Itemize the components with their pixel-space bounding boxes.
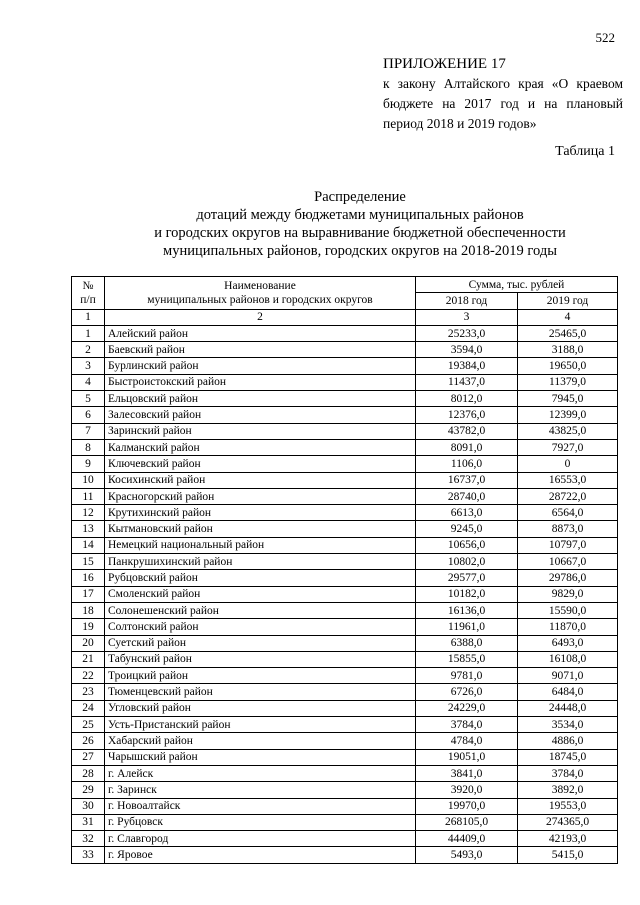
row-number: 28 [72,765,105,781]
row-value-2019: 10797,0 [518,537,618,553]
row-value-2019: 29786,0 [518,570,618,586]
row-name: Калманский район [105,439,416,455]
row-value-2018: 10656,0 [416,537,518,553]
row-value-2019: 9829,0 [518,586,618,602]
row-value-2018: 12376,0 [416,407,518,423]
row-number: 30 [72,798,105,814]
table-row [72,456,618,472]
table-row [72,814,618,830]
row-value-2018: 1106,0 [416,456,518,472]
row-number: 18 [72,602,105,618]
subsidy-table [71,276,618,864]
row-value-2019: 18745,0 [518,749,618,765]
row-name: Солонешенский район [105,602,416,618]
row-number: 25 [72,717,105,733]
table-row [72,325,618,341]
title-line: дотаций между бюджетами муниципальных районов [196,207,524,223]
row-value-2018: 8012,0 [416,391,518,407]
row-value-2018: 3920,0 [416,782,518,798]
header-name [105,277,416,310]
title-line: муниципальных районов, городских округов на 2018-2019 годы [163,243,557,259]
header-year-2018: 2018 год [416,293,518,309]
row-value-2019: 6564,0 [518,505,618,521]
header-year-2019: 2019 год [518,293,618,309]
header-name-line2: муниципальных районов и городских округов [147,293,373,306]
table-row [72,586,618,602]
row-value-2018: 16136,0 [416,602,518,618]
row-number: 21 [72,651,105,667]
appendix-heading: ПРИЛОЖЕНИЕ 17 [383,56,506,72]
row-value-2019: 6484,0 [518,684,618,700]
table-row [72,472,618,488]
table-row [72,358,618,374]
row-value-2019: 3534,0 [518,717,618,733]
row-number: 7 [72,423,105,439]
row-number: 8 [72,439,105,455]
row-number: 19 [72,619,105,635]
row-name: Панкрушихинский район [105,554,416,570]
row-value-2018: 24229,0 [416,700,518,716]
row-value-2019: 28722,0 [518,488,618,504]
table-row [72,782,618,798]
row-value-2018: 11961,0 [416,619,518,635]
table-row [72,847,618,863]
row-name: Заринский район [105,423,416,439]
row-name: Бурлинский район [105,358,416,374]
row-value-2018: 29577,0 [416,570,518,586]
row-name: г. Алейск [105,765,416,781]
row-value-2018: 19051,0 [416,749,518,765]
table-row [72,537,618,553]
row-value-2019: 12399,0 [518,407,618,423]
row-value-2018: 19970,0 [416,798,518,814]
row-value-2019: 16553,0 [518,472,618,488]
row-name: Табунский район [105,651,416,667]
row-value-2019: 11870,0 [518,619,618,635]
row-number: 12 [72,505,105,521]
row-name: Рубцовский район [105,570,416,586]
table-row [72,602,618,618]
row-value-2018: 6726,0 [416,684,518,700]
row-number: 14 [72,537,105,553]
row-name: Суетский район [105,635,416,651]
row-value-2018: 19384,0 [416,358,518,374]
row-name: Красногорский район [105,488,416,504]
table-row [72,407,618,423]
row-value-2018: 44409,0 [416,831,518,847]
header-number-line2: п/п [80,293,96,306]
table-row [72,651,618,667]
row-value-2019: 25465,0 [518,325,618,341]
table-row [72,391,618,407]
row-value-2019: 42193,0 [518,831,618,847]
table-label: Таблица 1 [555,144,615,159]
row-value-2018: 8091,0 [416,439,518,455]
row-name: Косихинский район [105,472,416,488]
row-value-2018: 16737,0 [416,472,518,488]
row-value-2018: 268105,0 [416,814,518,830]
row-name: Тюменцевский район [105,684,416,700]
column-number-2: 2 [105,309,416,325]
document-title [95,188,625,260]
table-row [72,668,618,684]
row-value-2019: 4886,0 [518,733,618,749]
row-number: 13 [72,521,105,537]
row-number: 16 [72,570,105,586]
row-value-2018: 5493,0 [416,847,518,863]
row-name: Крутихинский район [105,505,416,521]
title-line: Распределение [314,189,406,205]
row-number: 10 [72,472,105,488]
row-value-2019: 43825,0 [518,423,618,439]
row-name: Солтонский район [105,619,416,635]
row-value-2018: 15855,0 [416,651,518,667]
row-value-2019: 274365,0 [518,814,618,830]
row-name: Кытмановский район [105,521,416,537]
table-row [72,570,618,586]
row-value-2019: 19553,0 [518,798,618,814]
row-number: 3 [72,358,105,374]
row-name: Баевский район [105,342,416,358]
row-number: 32 [72,831,105,847]
row-value-2018: 11437,0 [416,374,518,390]
row-value-2019: 7927,0 [518,439,618,455]
row-value-2018: 9245,0 [416,521,518,537]
header-name-line1: Наименование [224,279,296,292]
row-number: 29 [72,782,105,798]
row-number: 27 [72,749,105,765]
table-row [72,374,618,390]
row-value-2019: 3892,0 [518,782,618,798]
row-name: Быстроистокский район [105,374,416,390]
row-number: 31 [72,814,105,830]
row-value-2019: 10667,0 [518,554,618,570]
row-value-2018: 43782,0 [416,423,518,439]
table-row [72,749,618,765]
appendix-block [383,54,623,134]
row-number: 6 [72,407,105,423]
row-number: 5 [72,391,105,407]
table-row [72,423,618,439]
table-row [72,521,618,537]
title-line: и городских округов на выравнивание бюджетной обеспеченности [154,225,566,241]
table-body [72,325,618,863]
row-value-2018: 9781,0 [416,668,518,684]
appendix-description: к закону Алтайского края «О краевом бюджете на 2017 год и на плановый период 2018 и 2019 годов» [383,76,623,131]
table-row [72,733,618,749]
row-value-2019: 5415,0 [518,847,618,863]
row-value-2019: 9071,0 [518,668,618,684]
table-row [72,505,618,521]
row-value-2018: 3841,0 [416,765,518,781]
row-name: Залесовский район [105,407,416,423]
row-value-2019: 3188,0 [518,342,618,358]
row-name: г. Новоалтайск [105,798,416,814]
row-name: г. Заринск [105,782,416,798]
row-name: Смоленский район [105,586,416,602]
row-value-2018: 10802,0 [416,554,518,570]
page-number: 522 [595,30,615,45]
table-row [72,554,618,570]
row-number: 20 [72,635,105,651]
row-value-2019: 8873,0 [518,521,618,537]
row-value-2018: 4784,0 [416,733,518,749]
row-value-2018: 6388,0 [416,635,518,651]
row-name: г. Яровое [105,847,416,863]
header-sum: Сумма, тыс. рублей [416,277,618,293]
row-number: 11 [72,488,105,504]
row-number: 33 [72,847,105,863]
table-row [72,700,618,716]
row-value-2018: 28740,0 [416,488,518,504]
table-row [72,342,618,358]
row-number: 15 [72,554,105,570]
row-value-2019: 6493,0 [518,635,618,651]
row-name: Ельцовский район [105,391,416,407]
row-number: 9 [72,456,105,472]
row-value-2019: 15590,0 [518,602,618,618]
table-row [72,619,618,635]
row-number: 1 [72,325,105,341]
row-name: г. Славгород [105,831,416,847]
row-number: 26 [72,733,105,749]
row-name: Ключевский район [105,456,416,472]
table-row [72,635,618,651]
row-value-2019: 0 [518,456,618,472]
row-value-2019: 19650,0 [518,358,618,374]
row-value-2018: 6613,0 [416,505,518,521]
row-value-2019: 3784,0 [518,765,618,781]
row-name: Хабарский район [105,733,416,749]
table-row [72,488,618,504]
row-number: 17 [72,586,105,602]
row-name: Угловский район [105,700,416,716]
row-name: Троицкий район [105,668,416,684]
row-name: Усть-Пристанский район [105,717,416,733]
row-value-2019: 7945,0 [518,391,618,407]
header-number-line1: № [82,279,94,292]
table-row [72,717,618,733]
column-number-4: 4 [518,309,618,325]
row-name: г. Рубцовск [105,814,416,830]
table-row [72,684,618,700]
column-number-3: 3 [416,309,518,325]
row-value-2019: 24448,0 [518,700,618,716]
table-row [72,765,618,781]
row-name: Чарышский район [105,749,416,765]
row-value-2019: 16108,0 [518,651,618,667]
row-name: Немецкий национальный район [105,537,416,553]
row-number: 4 [72,374,105,390]
row-number: 22 [72,668,105,684]
column-number-1: 1 [72,309,105,325]
row-value-2018: 3784,0 [416,717,518,733]
row-value-2018: 10182,0 [416,586,518,602]
row-number: 2 [72,342,105,358]
table-row [72,439,618,455]
row-number: 23 [72,684,105,700]
row-name: Алейский район [105,325,416,341]
table-row [72,798,618,814]
row-value-2018: 25233,0 [416,325,518,341]
row-value-2019: 11379,0 [518,374,618,390]
row-value-2018: 3594,0 [416,342,518,358]
table-row [72,831,618,847]
header-number [72,277,105,310]
row-number: 24 [72,700,105,716]
